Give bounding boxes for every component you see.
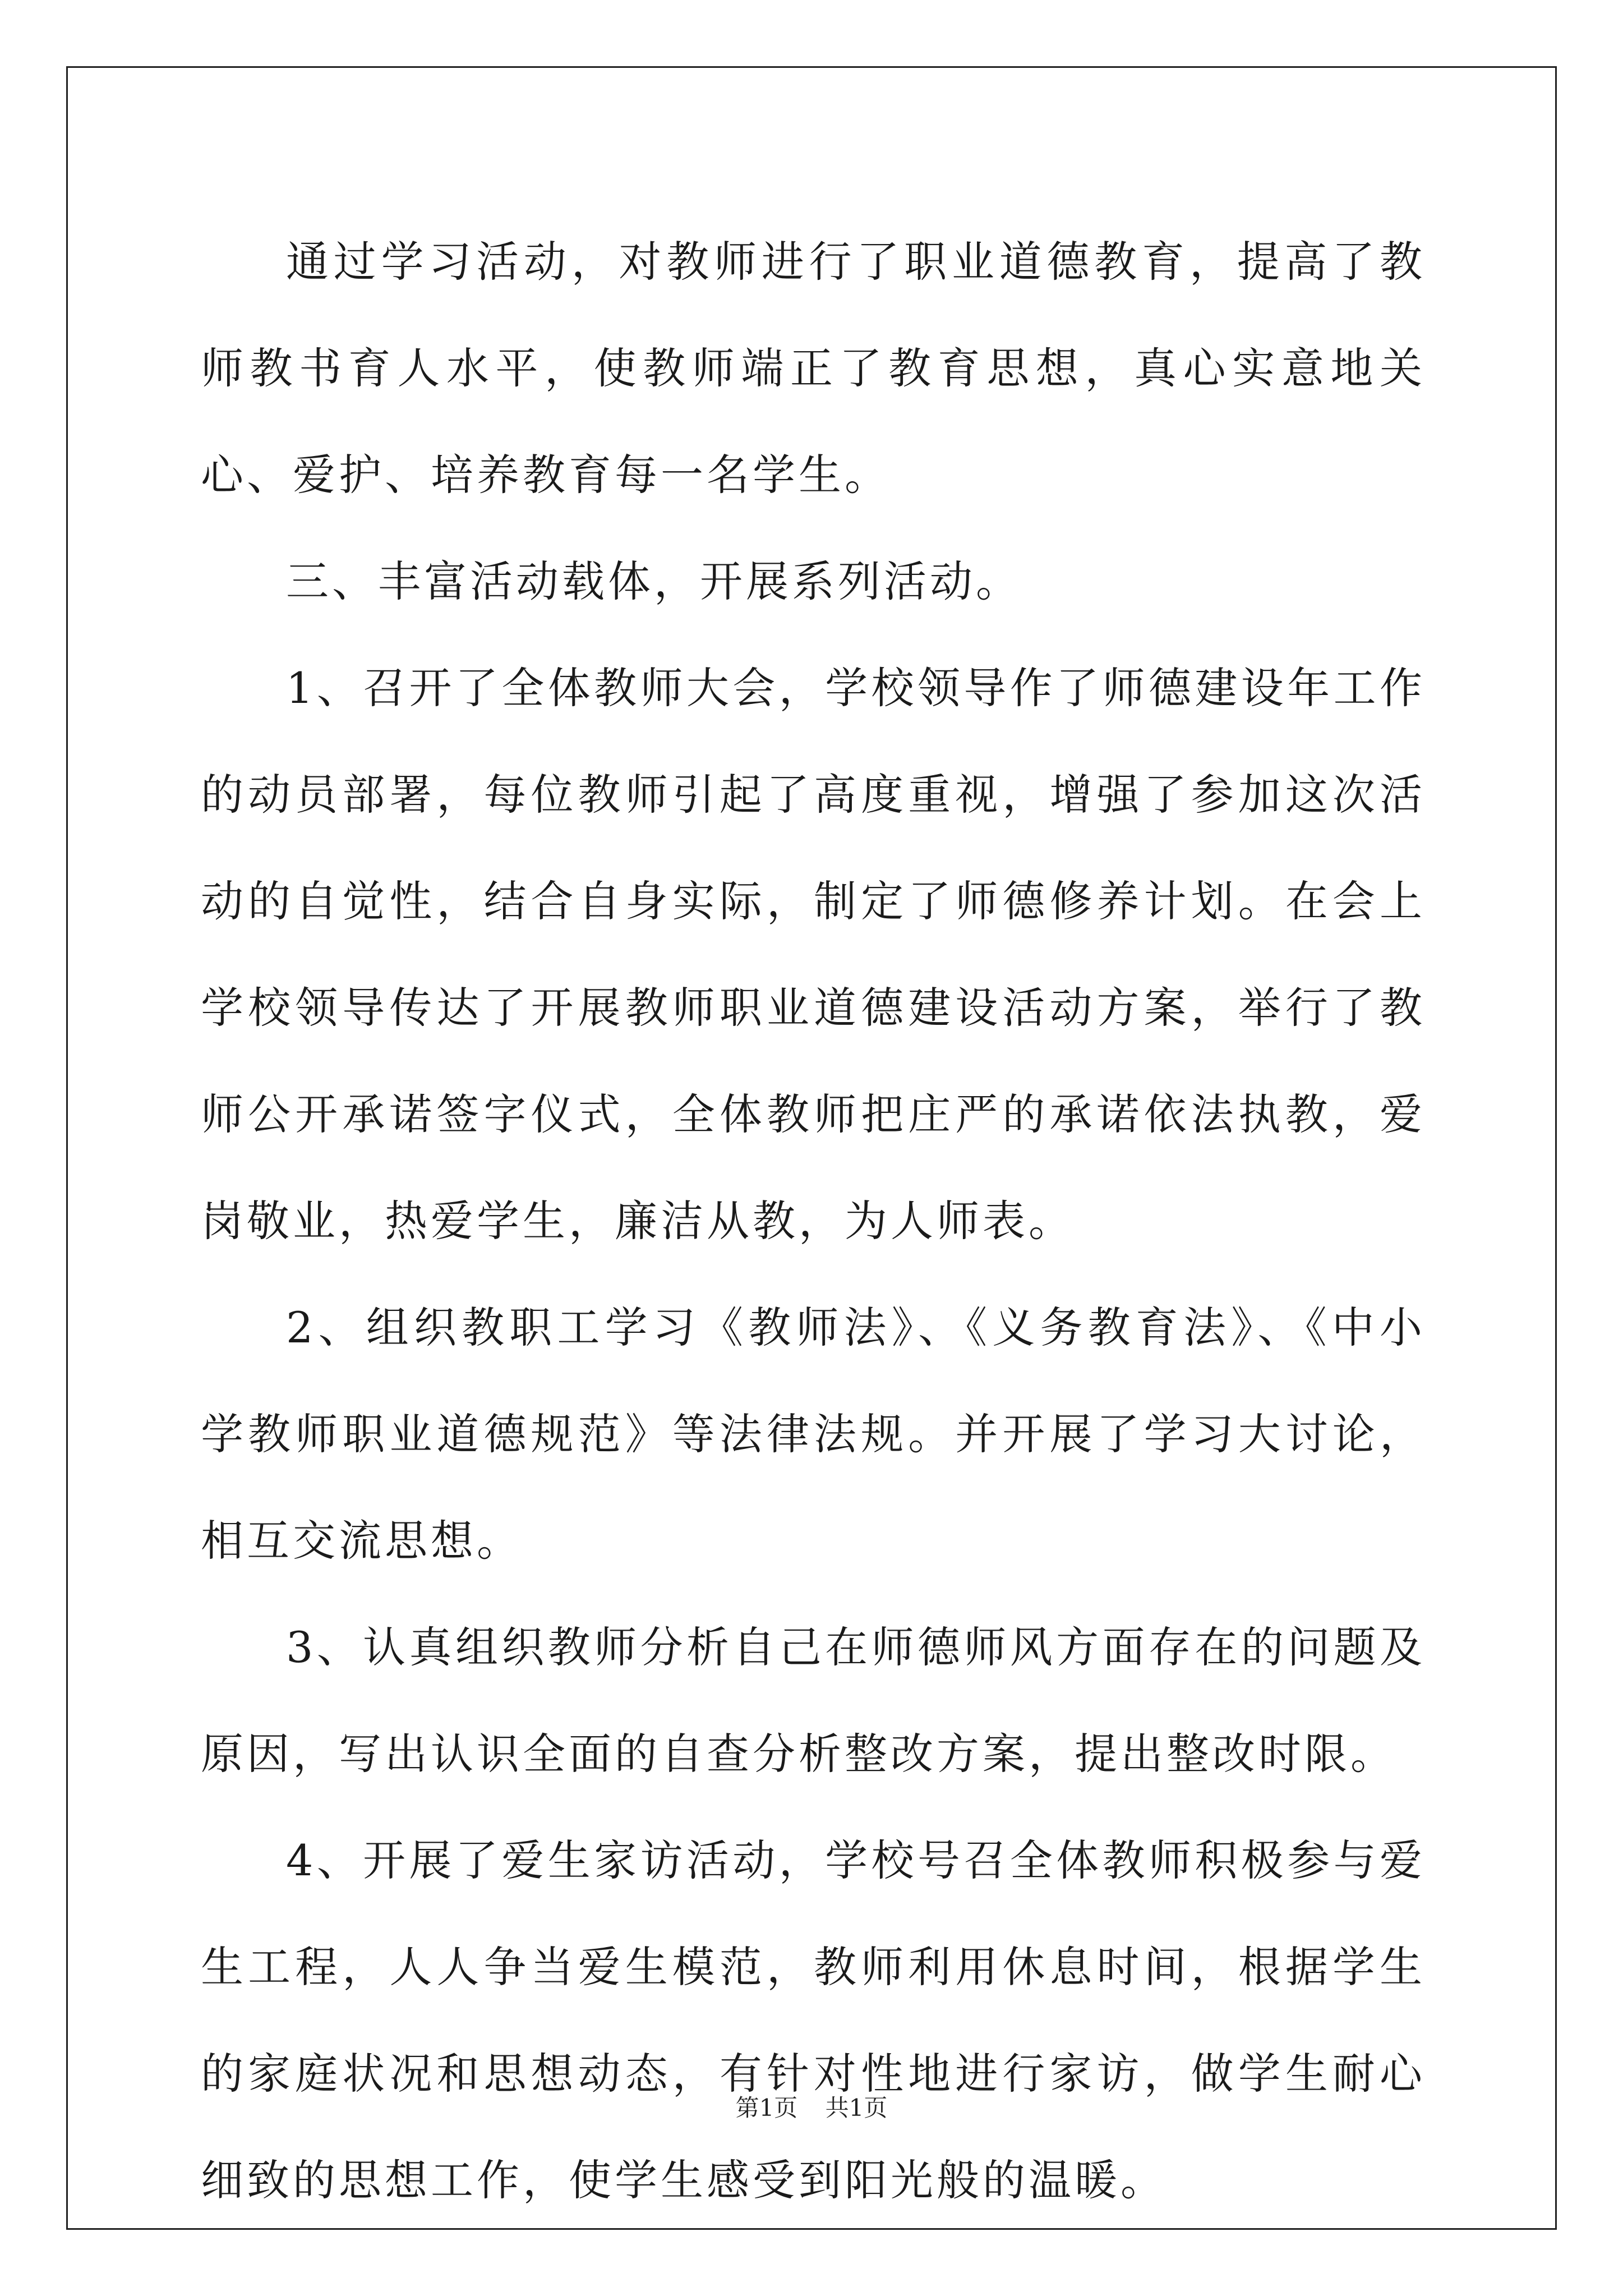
paragraph: 1、召开了全体教师大会，学校领导作了师德建设年工作的动员部署，每位教师引起了高度重视，增强了参加这次活动的自觉性，结合自身实际，制定了师德修养计划。在会上学校领导传达了开展教师职业道德建设活动方案，举行了教师公开承诺签字仪式，全体教师把庄严的承诺依法执教，爱岗敬业，热爱学生，廉洁从教，为人师表。	[201, 663, 1426, 1246]
paragraph: 4、开展了爱生家访活动，学校号召全体教师积极参与爱生工程，人人争当爱生模范，教师利用休息时间，根据学生的家庭状况和思想动态，有针对性地进行家访，做学生耐心细致的思想工作，使学生感受到阳光般的温暖。	[201, 1835, 1426, 2205]
paragraph: 2、组织教职工学习《教师法》、《义务教育法》、《中小学教师职业道德规范》等法律法规。并开展了学习大讨论，相互交流思想。	[201, 1303, 1426, 1566]
paragraph: 3、认真组织教师分析自己在师德师风方面存在的问题及原因，写出认识全面的自查分析整改方案，提出整改时限。	[201, 1622, 1426, 1779]
document-body	[201, 209, 1426, 2234]
paragraph: 通过学习活动，对教师进行了职业道德教育，提高了教师教书育人水平，使教师端正了教育思想，真心实意地关心、爱护、培养教育每一名学生。	[201, 237, 1426, 500]
page-number-total: 共1页	[825, 2094, 888, 2122]
page-number-current: 第1页	[735, 2094, 798, 2122]
section-heading: 三、丰富活动载体，开展系列活动。	[286, 556, 1022, 606]
page-footer	[0, 2091, 1623, 2125]
